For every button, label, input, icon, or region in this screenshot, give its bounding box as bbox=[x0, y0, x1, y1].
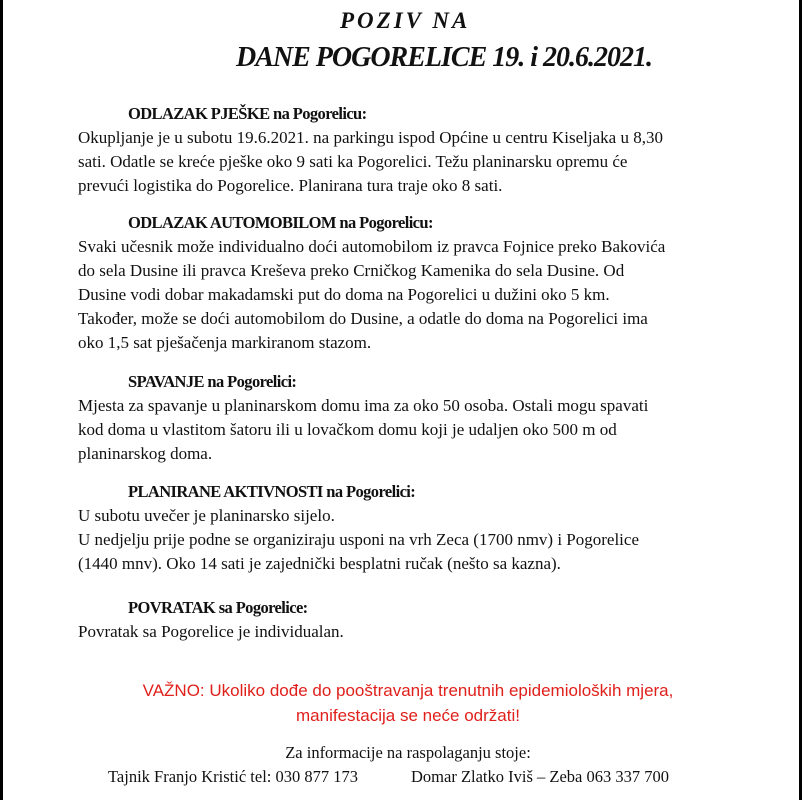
section-activities bbox=[78, 480, 738, 576]
body-line: prevući logistika do Pogorelice. Planirana tura traje oko 8 sati. bbox=[78, 176, 503, 195]
body-line: Dusine vodi dobar makadamski put do doma na Pogorelici u dužini oko 5 km. bbox=[78, 285, 610, 304]
body-line: sati. Odatle se kreće pješke oko 9 sati ka Pogorelici. Težu planinarsku opremu će bbox=[78, 152, 628, 171]
contact-title: Za informacije na raspolaganju stoje: bbox=[285, 743, 531, 762]
body-line: U subotu uvečer je planinarsko sijelo. bbox=[78, 506, 335, 525]
warning-line: VAŽNO: Ukoliko dođe do pooštravanja trenutnih epidemioloških mjera, bbox=[142, 681, 674, 700]
body-line: U nedjelju prije podne se organiziraju usponi na vrh Zeca (1700 nmv) i Pogorelice bbox=[78, 530, 639, 549]
section-heading: POVRATAK sa Pogorelice: bbox=[128, 598, 308, 617]
section-body bbox=[78, 235, 738, 355]
section-body bbox=[78, 126, 738, 198]
body-line: planinarskog doma. bbox=[78, 444, 213, 463]
contact-info bbox=[78, 741, 738, 789]
document-title: POZIV NA bbox=[340, 8, 471, 33]
section-sleeping bbox=[78, 370, 738, 466]
body-line: Svaki učesnik može individualno doći automobilom iz pravca Fojnice preko Bakovića bbox=[78, 237, 666, 256]
body-line: oko 1,5 sat pješačenja markiranom stazom. bbox=[78, 333, 372, 352]
section-walking bbox=[78, 102, 738, 198]
left-border bbox=[0, 0, 3, 800]
contact-caretaker: Domar Zlatko Iviš – Zeba 063 337 700 bbox=[411, 767, 669, 786]
section-heading: ODLAZAK PJEŠKE na Pogorelicu: bbox=[128, 104, 367, 123]
body-line: Mjesta za spavanje u planinarskom domu ima za oko 50 osoba. Ostali mogu spavati bbox=[78, 396, 649, 415]
body-line: do sela Dusine ili pravca Kreševa preko Crničkog Kamenika do sela Dusine. Od bbox=[78, 261, 625, 280]
section-return bbox=[78, 596, 738, 644]
body-line: Također, može se doći automobilom do Dusine, a odatle do doma na Pogorelici ima bbox=[78, 309, 648, 328]
body-line: Okupljanje je u subotu 19.6.2021. na parkingu ispod Općine u centru Kiseljaka u 8,30 bbox=[78, 128, 663, 147]
section-heading: ODLAZAK AUTOMOBILOM na Pogorelicu: bbox=[128, 213, 433, 232]
section-heading: PLANIRANE AKTIVNOSTI na Pogorelici: bbox=[128, 482, 416, 501]
section-body bbox=[78, 394, 738, 466]
section-body bbox=[78, 504, 738, 576]
warning-notice bbox=[78, 678, 738, 728]
section-heading: SPAVANJE na Pogorelici: bbox=[128, 372, 297, 391]
body-line: (1440 mnv). Oko 14 sati je zajednički besplatni ručak (nešto sa kazna). bbox=[78, 554, 561, 573]
contact-secretary: Tajnik Franjo Kristić tel: 030 877 173 bbox=[108, 767, 358, 786]
section-car bbox=[78, 211, 738, 355]
section-body bbox=[78, 620, 738, 644]
body-line: Povratak sa Pogorelice je individualan. bbox=[78, 622, 344, 641]
body-line: kod doma u vlastitom šatoru ili u lovačkom domu koji je udaljen oko 500 m od bbox=[78, 420, 617, 439]
document-subtitle: DANE POGORELICE 19. i 20.6.2021. bbox=[236, 42, 653, 73]
contact-row bbox=[78, 765, 738, 789]
warning-line: manifestacija se neće održati! bbox=[296, 706, 520, 725]
